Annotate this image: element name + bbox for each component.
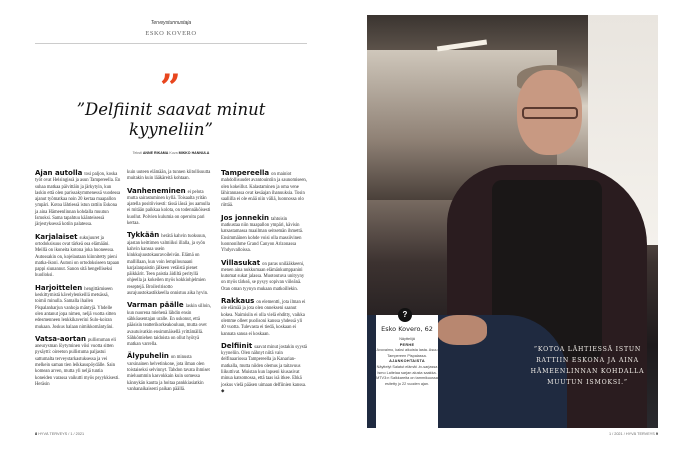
paragraph-text: ei pelota mutta sairastuminen kyllä. Toisaalta yritän ajatella positiivisesti: tässä iässä jos aamulla ei mitään paikkaa kolota, on todennäköisesti kuollut. Polvien kulumia on operoitu pari kertaa. — [127, 189, 211, 227]
question-mark-icon: ? — [398, 308, 412, 322]
paragraph-lead: Ajan autolla — [35, 169, 83, 177]
paragraph — [127, 170, 213, 183]
paragraph-lead: Harjoittelen — [35, 283, 83, 292]
paragraph — [221, 215, 307, 255]
article-column-1 — [35, 170, 121, 393]
paragraph-text: kuin uuteen elämään, ja tunnen kiitollisuutta muitakin kuin lääkäreitä kohtaan. — [127, 170, 211, 182]
paragraph — [221, 170, 307, 210]
paragraph-lead: Delfiinit — [221, 341, 253, 350]
paragraph — [35, 170, 121, 229]
info-family-label: PERHE — [399, 342, 415, 347]
paragraph-lead: Rakkaus — [221, 297, 255, 306]
paragraph-lead: Karjalaiset — [35, 232, 78, 241]
paragraph-text: tosi paljon, koska työt ovat Helsingissä ja asun Tampereella. En suhaa matkaa päivittäin ja järkytyin, kun laskin että olen parissakymmenessä vuodessa ajanut työmatkaa noin 20 kertaa maapallon ympäri. Kotoa lähtiessä istun rattiin Eskona ja aina Hämeenlinnan kohdalla muutun Ismoksi. Sama tapahtuu käänteisessä järjestyksessä kotiin palatessa. — [35, 172, 121, 228]
paragraph-text: on elementti, jota ilman ei ole elämää ja jota olen onnekseni saanut kokea. Naimisiin ei olla vielä ehditty, vaikka olemme olleet puolisoni kanssa yhdessä yli 40 vuotta. Tulevasta ei tiedä, koskaan ei kannata sanoa ei koskaan. — [221, 300, 306, 337]
article-column-2 — [127, 170, 213, 398]
photo-glasses — [522, 107, 578, 119]
photo-hand — [437, 315, 487, 345]
paragraph-text: laskin silloin, kun nuorena miehenä lähdin ensin sähköasentajan uralle. En uskonut, että pääsisin teatterikorkeakouluun, mutta ovet avautuivatkin ensimmäisellä yrittämällä. Sähkömiehen taidoista on ollut hyötyä matkan varrella. — [127, 304, 211, 348]
byline — [35, 151, 307, 155]
paragraph-text: hengittämiseen keskittymistä kävelylenkeillä metsässä, toimii minulla. Samalla ihailen Pispalanharjun vanhoja mäntyjä. Yhdelle olen antanut jopa nimen, neljä vuotta sitten edesmenneen lenkkikaverini Sulo-koiran mukaan. Joskus halaan nimikkomäntyäni. — [35, 286, 116, 330]
paragraph — [35, 234, 121, 280]
info-family: Avovaimo, kaksi aikuista lasta. Asuu Tampereen Pispalassa. — [376, 348, 438, 358]
paragraph-text: on mainiot mahdollisuudet avantouintiin ja saunomiseen, olen kokeillut. Kalastaminen ja oma vene lähirannassa ovat kesäajan ihanuuksia. Tosin saaliilla ei ole enää niin väliä, luonnossa olo riittää. — [221, 172, 307, 209]
byline-photographer: MIKKO HANNULA — [178, 151, 210, 155]
paragraph-text: sukujuuret ja ortodoksisuus ovat tärkeä osa elämääni. Meillä on ikoneita kotona joka huoneessa. Autossakin on, kojelautaan kiinnitetty pieni matka-ikoni. Autoni on ortodoksiseen tapaan pappi siunannut. Sanon sitä hengelliseksi huolloksi. — [35, 235, 120, 279]
article-column-3 — [221, 170, 307, 400]
paragraph — [127, 188, 213, 228]
info-name: Esko Kovero, 62 — [381, 325, 433, 333]
paragraph-text: herätä kahvin tuoksuun, ajastan keittimen valmiiksi illalla, ja syön kahvin kanssa usein kinkkujuustokauravoileivän. Elämä on mallillaan, kun voin lempilounaani karjalanpaistin jälkeen vetäistä pienet päikkärit. Teen paistia äidiltä perityllä ohjeella ja kokeilen myös kokkiohjelmien reseptejä. Broileririsotto aurajuustokastikkeella onnistuu aika hyvin. — [127, 234, 209, 297]
paragraph — [127, 353, 213, 393]
paragraph-lead: Vatsa-aortan — [35, 334, 86, 343]
paragraph-text: on paras unilääkkeeni, menen aina nukkumaan elämänkumppanini kutomat sukat jalassa. Muotoutuva unityyny on myös tärkeä, se pysyy sopivan viileänä. Otan oman tyynyn mukaan matkoillekin. — [221, 261, 305, 292]
paragraph — [221, 343, 307, 395]
paragraph-text: saavat minut jostakin syystä kyyneliin. Olen nähnyt niitä vain delfinaariossa Tampereella ja Kanarian-matkalla, mutta niiden olemus ja taitavuus liikuttivat. Muistan kun lapseni kiusasivat minua katsomossa, että taas isä itkee. Ehkä joskus vielä pääsen uimaan delfiinien kanssa. ◆ — [221, 344, 308, 394]
column-subject-name: ESKO KOVERO — [145, 30, 197, 37]
paragraph-text: tahtoisin matkustaa niin maapallon ympäri, kävisin katsastamassa maailman seitsemän ihmettä. Ensimmäinen kohde voisi olla massiivinen luonnonihme Grand Canyon Arizonassa Yhdysvalloissa. — [221, 216, 304, 254]
footer-left — [35, 432, 84, 436]
paragraph — [35, 285, 121, 331]
byline-text-label: Teksti — [132, 151, 142, 155]
info-profession: Näyttelijä — [399, 337, 415, 341]
paragraph-lead: Tampereella — [221, 169, 270, 177]
pull-quote: ”KOTOA LÄHTIESSÄ ISTUN RATTIIN ESKONA JA AINA HÄMEENLINNAN KOHDALLA MUUTUN ISMOKSI.” — [530, 346, 645, 386]
paragraph-lead: Jos jonnekin — [221, 213, 269, 222]
page-number-right: 9 — [655, 432, 658, 436]
paragraph — [127, 302, 213, 348]
info-current: Näyttelyt Salatut elämät -tv-sarjassa Ismo Laitelaa sarjan alusta saakka. MTV3:n Salkkareita on tammikuussa esitetty jo 22 vuoden ajan. — [376, 364, 438, 386]
paragraph-lead: Älypuhelin — [127, 352, 169, 361]
info-box — [376, 310, 438, 428]
quote-mark-icon: ” — [160, 67, 181, 109]
paragraph — [221, 260, 307, 293]
column-kicker: Terveystunnustaja — [150, 20, 192, 26]
paragraph-lead: Varman päälle — [127, 301, 184, 310]
paragraph-text: pullistuman eli aneurysman löytyminen viisi vuotta sitten pysäytti: oireeton pullistuma paljastui sattumalta terveystarkastuksessa ja vei melkein saman tien leikkauspöydälle. Sain komean arven, mutta yli neljä tuntia koneiden varassa vaikutti myös psyykkisesti. Heräsin — [35, 337, 120, 387]
page-number-left: 8 — [35, 432, 38, 436]
paragraph-lead: Tykkään — [127, 231, 160, 240]
footer-left-text: HYVÄ TERVEYS / 1 / 2021 — [38, 432, 85, 436]
header-divider — [35, 43, 307, 44]
footer-right — [609, 432, 658, 436]
paragraph — [127, 232, 213, 297]
byline-photo-label: Kuva — [169, 151, 178, 155]
paragraph-lead: Villasukat — [221, 258, 261, 267]
info-current-label: AJANKOHTAISTA — [389, 359, 425, 364]
footer-right-text: 1 / 2021 / HYVÄ TERVEYS — [608, 432, 655, 436]
paragraph — [35, 336, 121, 388]
paragraph — [221, 298, 307, 338]
article-title: ”Delfiinit saavat minut kyyneliin” — [76, 100, 266, 139]
paragraph-lead: Vanheneminen — [127, 186, 186, 195]
byline-author: ANNE RIKAMA — [142, 151, 169, 155]
paragraph-text: on minusta varsinainen helvetinkone, jota ilman olen toistaiseksi selvinnyt. Tahdon tavata ihmiset mieluummin kasvokkain kuin somessa kännykän kautta ja hoitaa pankkiasiatkin vanhanaikaisesti paikan päällä. — [127, 355, 210, 392]
